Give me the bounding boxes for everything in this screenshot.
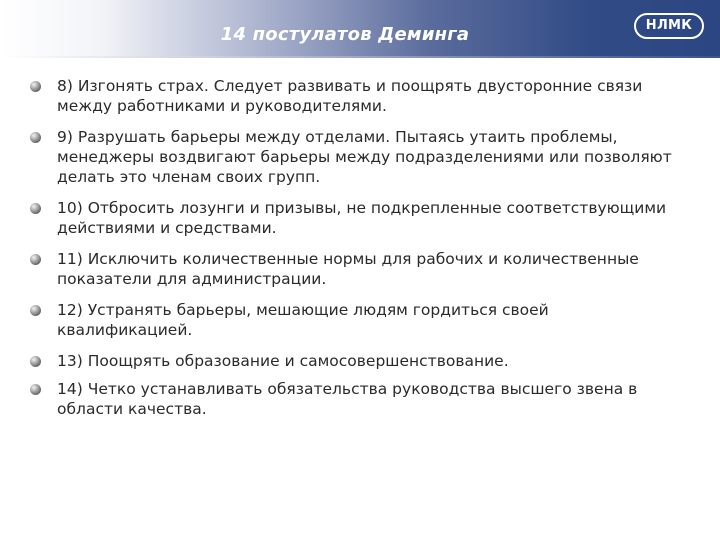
list-item-text: 10) Отбросить лозунги и призывы, не подкрепленные соответствующими действиями и средствами. <box>57 199 667 237</box>
bullet-icon <box>30 254 41 265</box>
list-item-text: 12) Устранять барьеры, мешающие людям гордиться своей квалификацией. <box>57 301 549 339</box>
list-item-text: 8) Изгонять страх. Следует развивать и поощрять двусторонние связи между работниками и руководителями. <box>57 77 643 115</box>
list-item <box>0 198 687 238</box>
list-item <box>0 249 687 289</box>
list-item-text: 13) Поощрять образование и самосовершенствование. <box>57 352 509 370</box>
header-divider <box>0 56 720 58</box>
list-item <box>0 379 687 419</box>
nlmk-logo: НЛМК <box>634 13 704 39</box>
bullet-icon <box>30 384 41 395</box>
bullet-icon <box>30 305 41 316</box>
list-item <box>0 127 687 187</box>
list-item <box>0 351 687 371</box>
list-item-text: 9) Разрушать барьеры между отделами. Пытаясь утаить проблемы, менеджеры воздвигают барьеры между подразделениями или позволяют делать это членам своих групп. <box>57 128 672 186</box>
bullet-icon <box>30 132 41 143</box>
list-item-text: 11) Исключить количественные нормы для рабочих и количественные показатели для администрации. <box>57 250 639 288</box>
slide-title: 14 постулатов Деминга <box>220 24 470 45</box>
list-item <box>0 76 687 116</box>
list-item-text: 14) Четко устанавливать обязательства руководства высшего звена в области качества. <box>57 380 638 418</box>
bullet-icon <box>30 81 41 92</box>
bullet-icon <box>30 356 41 367</box>
postulates-list <box>0 76 687 428</box>
list-item <box>0 300 687 340</box>
bullet-icon <box>30 203 41 214</box>
